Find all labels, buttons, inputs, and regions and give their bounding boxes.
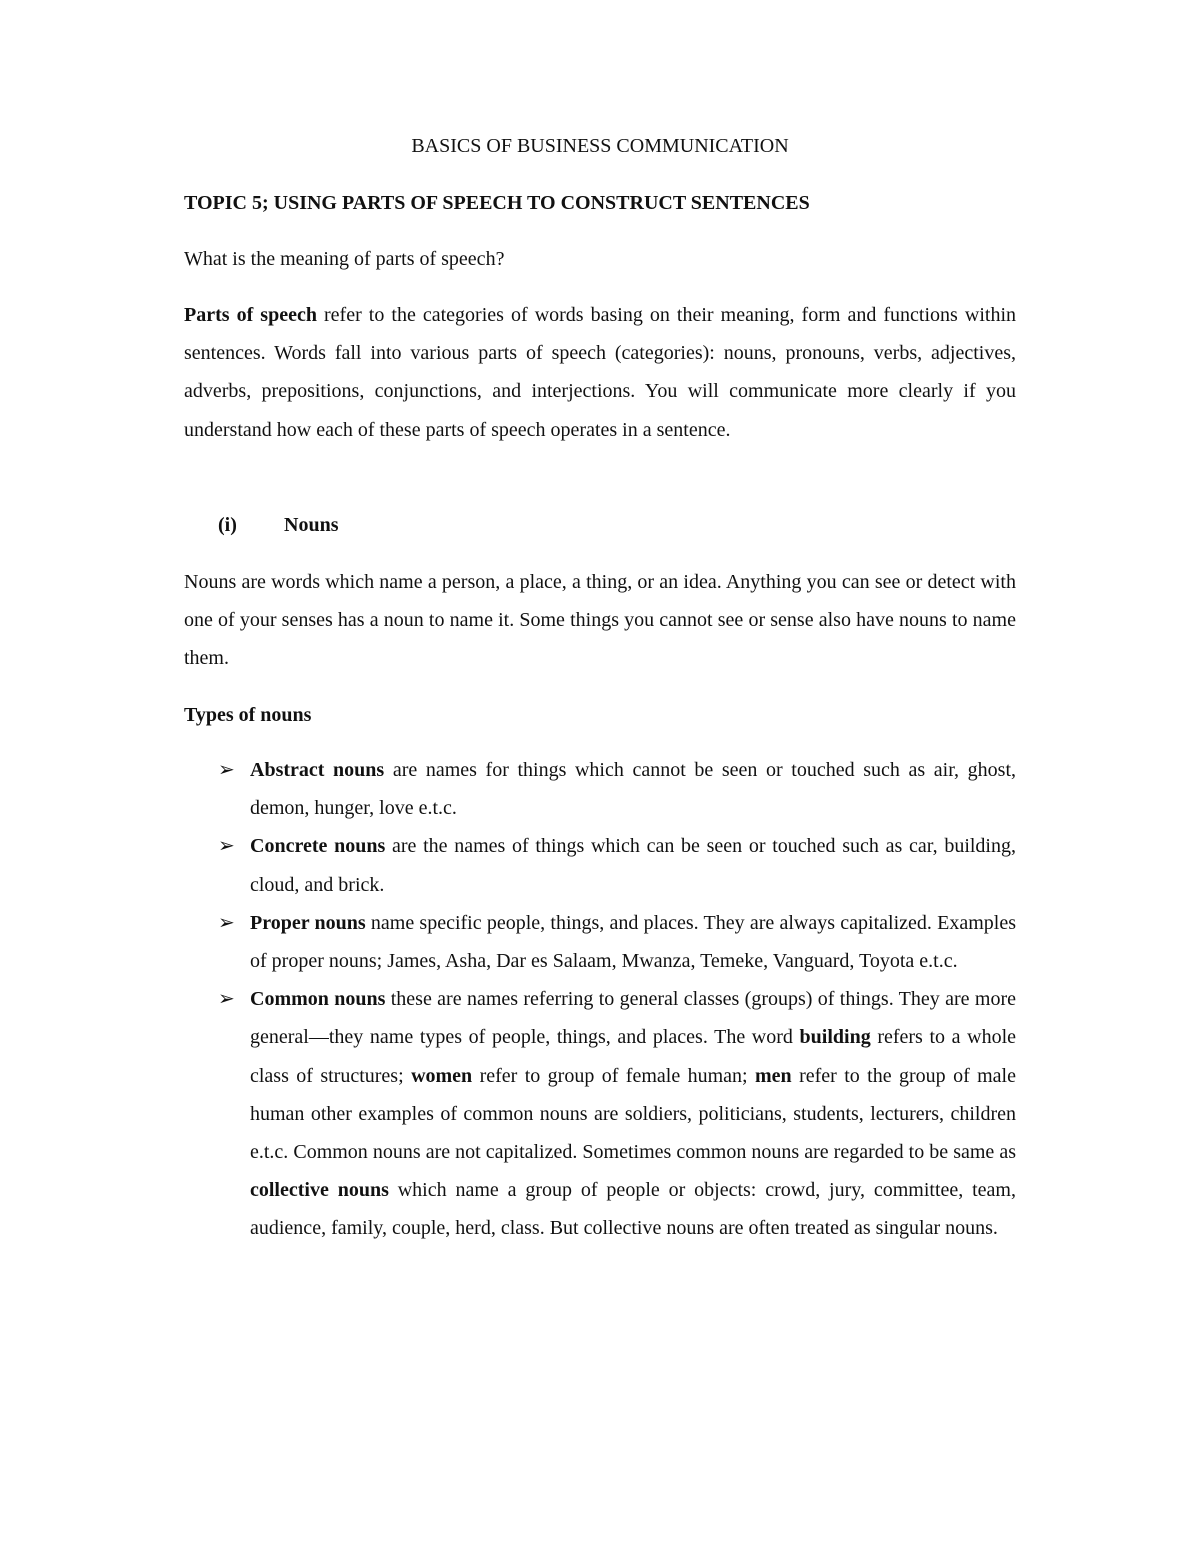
intro-paragraph	[184, 296, 1016, 449]
common-text-4: refer to the group of male human other examples of common nouns are soldiers, politicians, students, lecturers, children e.t.c. Common nouns are not capitalized. Sometimes common nouns are regarded to be same as	[250, 1064, 1016, 1164]
list-item-common-nouns	[184, 980, 1016, 1247]
proper-text: name specific people, things, and places. They are always capitalized. Examples of proper nouns; James, Asha, Dar es Salaam, Mwanza, Temeke, Vanguard, Toyota e.t.c.	[250, 911, 1016, 973]
question-text: What is the meaning of parts of speech?	[184, 248, 505, 270]
word-building: building	[799, 1026, 871, 1049]
proper-term: Proper nouns	[250, 911, 366, 934]
common-text-1: these are names referring to general classes (groups) of things. They are more general—they name types of people, things, and places. The word	[250, 988, 1016, 1049]
nouns-definition-paragraph: Nouns are words which name a person, a place, a thing, or an idea. Anything you can see or detect with one of your senses has a noun to name it. Some things you cannot see or sense also have nouns to name them.	[184, 571, 1016, 670]
arrow-bullet-icon: ➢	[218, 835, 235, 858]
arrow-bullet-icon: ➢	[218, 911, 235, 934]
common-text-3: refer to group of female human;	[472, 1064, 755, 1087]
section-title: Nouns	[284, 514, 339, 536]
section-number: (i)	[218, 514, 237, 536]
common-text-2: refers to a whole class of structures;	[250, 1026, 1016, 1087]
arrow-bullet-icon: ➢	[218, 759, 235, 781]
list-item-proper-nouns	[184, 904, 1016, 980]
intro-term: Parts of speech	[184, 304, 317, 326]
concrete-term: Concrete nouns	[250, 835, 386, 858]
word-collective-nouns: collective nouns	[250, 1179, 389, 1202]
common-text-5: which name a group of people or objects: crowd, jury, committee, team, audience, family, couple, herd, class. But collective nouns are often treated as singular nouns.	[250, 1179, 1016, 1240]
document-title: BASICS OF BUSINESS COMMUNICATION	[411, 135, 789, 157]
word-women: women	[411, 1064, 473, 1087]
intro-text: refer to the categories of words basing on their meaning, form and functions within sentences. Words fall into various parts of speech (categories): nouns, pronouns, verbs, adjectives, adverbs, prepositions, conjunctions, and interjections. You will communicate more clearly if you understand how each of these parts of speech operates in a sentence.	[184, 304, 1016, 441]
abstract-term: Abstract nouns	[250, 759, 385, 781]
abstract-text: are names for things which cannot be seen or touched such as air, ghost, demon, hunger, love e.t.c.	[250, 759, 1017, 820]
list-item-abstract-nouns	[184, 751, 1016, 827]
noun-types-list	[184, 751, 1016, 1248]
types-of-nouns-heading: Types of nouns	[184, 704, 312, 726]
topic-heading: TOPIC 5; USING PARTS OF SPEECH TO CONSTRUCT SENTENCES	[184, 192, 810, 214]
arrow-bullet-icon: ➢	[218, 988, 235, 1011]
section-heading-nouns	[218, 511, 338, 539]
list-item-concrete-nouns	[184, 827, 1016, 903]
concrete-text: are the names of things which can be seen or touched such as car, building, cloud, and brick.	[250, 835, 1016, 896]
word-men: men	[755, 1064, 792, 1087]
common-term: Common nouns	[250, 988, 386, 1011]
